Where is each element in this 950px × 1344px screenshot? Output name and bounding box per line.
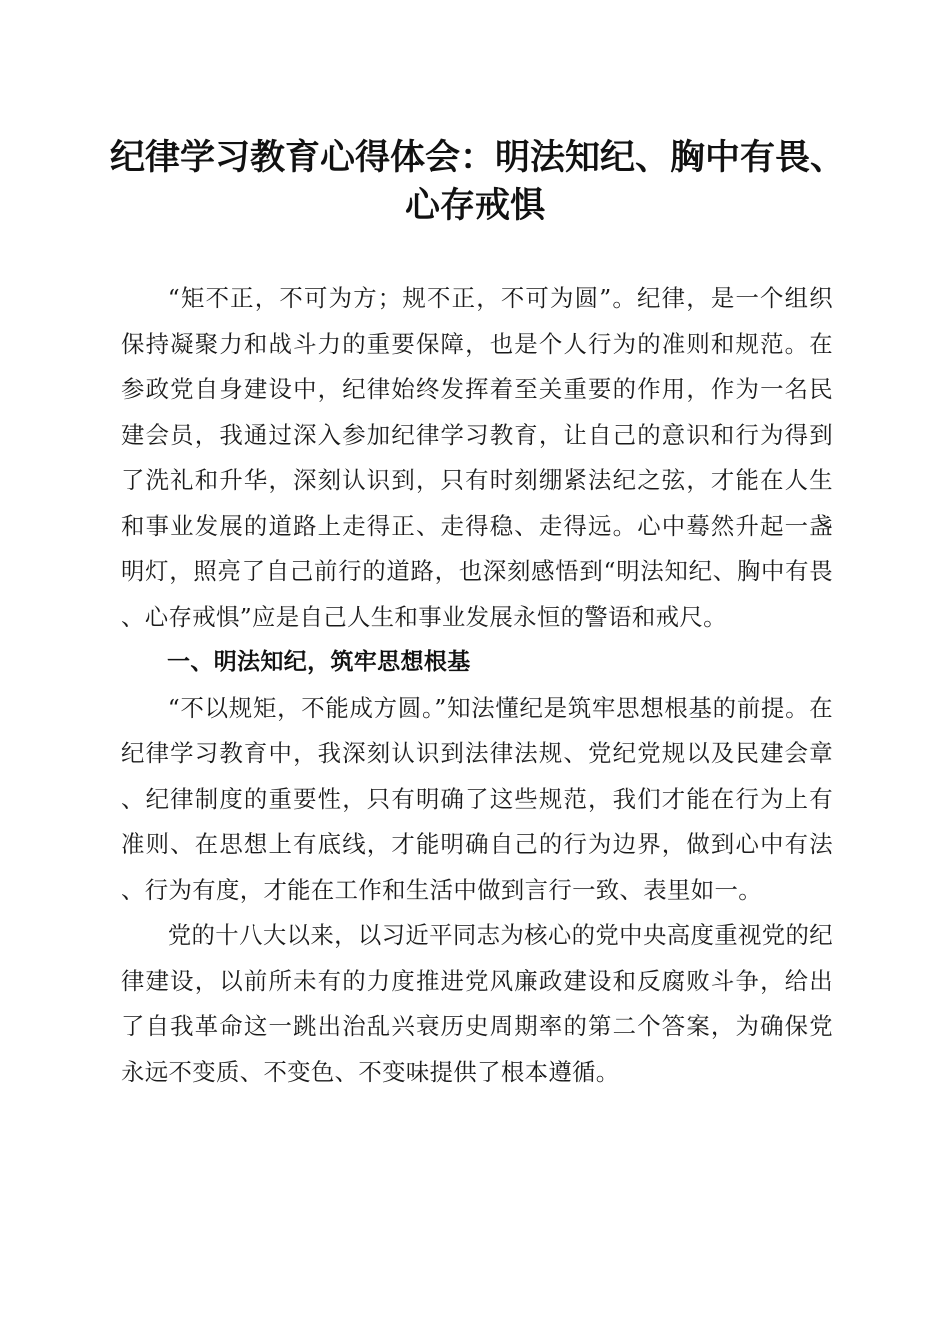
document-title-line-2: 心存戒惧 [404, 185, 545, 226]
document-title-line-1: 纪律学习教育心得体会：明法知纪、胸中有畏、 [110, 137, 846, 178]
intro-paragraph: “矩不正，不可为方；规不正，不可为圆”。纪律，是一个组织保持凝聚力和战斗力的重要保障，也是个人行为的准则和规范。在参政党自身建设中，纪律始终发挥着至关重要的作用，作为一名民建会员，我通过深入参加纪律学习教育，让自己的意识和行为得到了洗礼和升华，深刻认识到，只有时刻绷紧法纪之弦，才能在人生和事业发展的道路上走得正、走得稳、走得远。心中蓦然升起一盏明灯，照亮了自己前行的道路，也深刻感悟到“明法知纪、胸中有畏、心存戒惧”应是自己人生和事业发展永恒的警语和戒尺。 [121, 284, 833, 631]
document-body [121, 276, 833, 1095]
section-1-paragraph-2: 党的十八大以来，以习近平同志为核心的党中央高度重视党的纪律建设，以前所未有的力度推进党风廉政建设和反腐败斗争，给出了自我革命这一跳出治乱兴衰历史周期率的第二个答案，为确保党永远不变质、不变色、不变味提供了根本遵循。 [121, 921, 833, 1086]
section-1-paragraph-1: “不以规矩，不能成方圆。”知法懂纪是筑牢思想根基的前提。在纪律学习教育中，我深刻认识到法律法规、党纪党规以及民建会章、纪律制度的重要性，只有明确了这些规范，我们才能在行为上有准则、在思想上有底线，才能明确自己的行为边界，做到心中有法、行为有度，才能在工作和生活中做到言行一致、表里如一。 [121, 693, 833, 904]
section-heading-1: 一、明法知纪，筑牢思想根基 [167, 649, 471, 675]
